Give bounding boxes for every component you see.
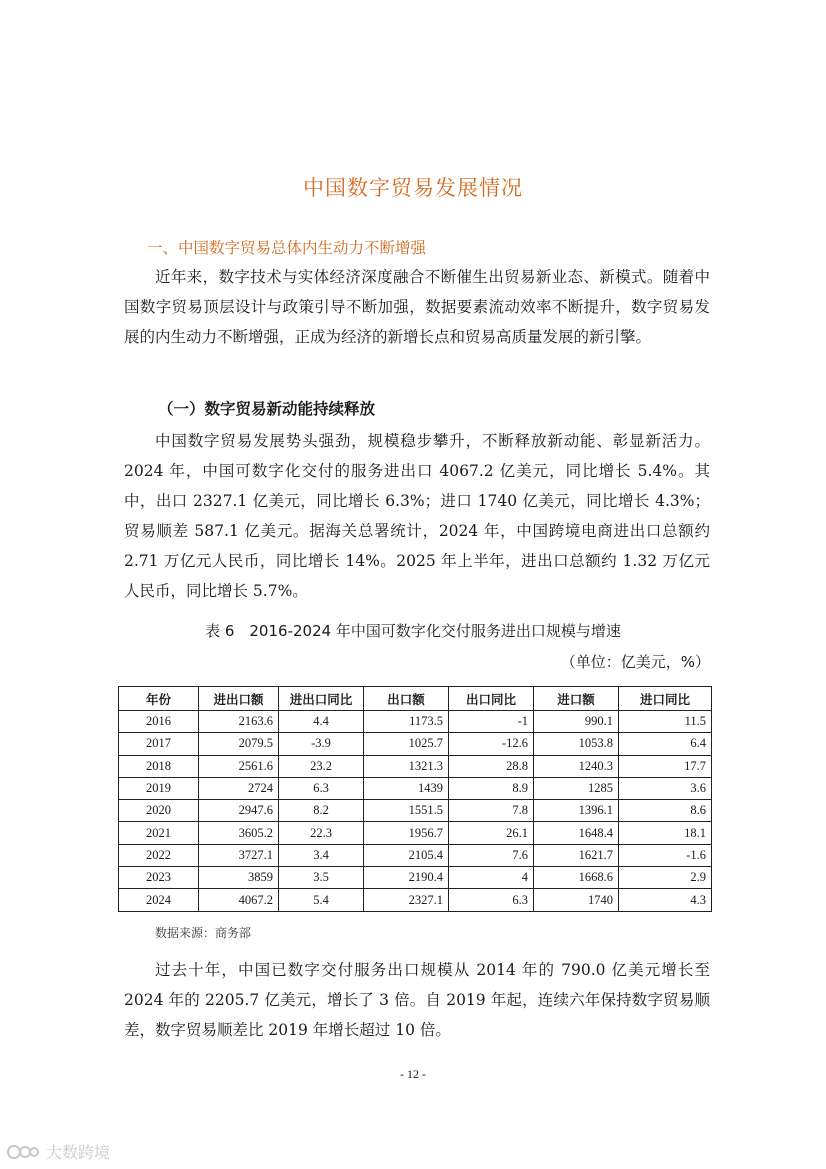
header-export-yoy: 出口同比: [449, 687, 534, 711]
cell-export: 1956.7: [364, 822, 449, 844]
watermark: [6, 1140, 110, 1163]
page-number: - 12 -: [400, 1067, 426, 1081]
cell-year: 2019: [119, 777, 199, 799]
cell-export-yoy: 4: [449, 867, 534, 889]
cell-total-yoy: 23.2: [279, 755, 364, 777]
closing-paragraph: 过去十年，中国已数字交付服务出口规模从 2014 年的 790.0 亿美元增长至 2024 年的 2205.7 亿美元，增长了 3 倍。自 2019 年起，连续六年保持数字贸易顺差，数字贸易顺差比 2019 年增长超过 10 倍。: [124, 961, 710, 1039]
body-paragraph: 中国数字贸易发展势头强劲，规模稳步攀升，不断释放新动能、彰显新活力。2024 年，中国可数字化交付的服务进出口 4067.2 亿美元，同比增长 5.4%。其中，出口 2327.1 亿美元，同比增长 6.3%；进口 1740 亿美元，同比增长 4.3%；贸易顺差 587.1 亿美元。据海关总署统计，2024 年，中国跨境电商进出口总额约 2.71 万亿元人民币，同比增长 14%。2025 年上半年，进出口总额约 1.32 万亿元人民币，同比增长 5.7%。: [124, 432, 710, 600]
cell-export-yoy: 26.1: [449, 822, 534, 844]
cell-total-yoy: 22.3: [279, 822, 364, 844]
page-title: 中国数字贸易发展情况: [303, 176, 523, 200]
header-export: 出口额: [364, 687, 449, 711]
cell-export: 1439: [364, 777, 449, 799]
cell-import: 1053.8: [534, 733, 619, 755]
table-unit: （单位：亿美元，%）: [560, 653, 710, 671]
header-total-yoy: 进出口同比: [279, 687, 364, 711]
cell-total-yoy: 5.4: [279, 889, 364, 911]
cell-total: 3605.2: [199, 822, 279, 844]
cell-import: 1396.1: [534, 800, 619, 822]
cell-export-yoy: -1: [449, 711, 534, 733]
cell-total: 2079.5: [199, 733, 279, 755]
cell-export: 2105.4: [364, 844, 449, 866]
cell-import-yoy: 6.4: [619, 733, 712, 755]
cell-import: 990.1: [534, 711, 619, 733]
header-import-yoy: 进口同比: [619, 687, 712, 711]
cell-export: 2327.1: [364, 889, 449, 911]
cell-total: 4067.2: [199, 889, 279, 911]
source-note: 数据来源：商务部: [155, 926, 252, 940]
cell-export: 2190.4: [364, 867, 449, 889]
table-caption: 表 6 2016-2024 年中国可数字化交付服务进出口规模与增速: [205, 622, 621, 640]
cell-import: 1240.3: [534, 755, 619, 777]
table-row: [119, 889, 712, 911]
cell-total-yoy: 6.3: [279, 777, 364, 799]
cell-total-yoy: 4.4: [279, 711, 364, 733]
cell-year: 2022: [119, 844, 199, 866]
header-import: 进口额: [534, 687, 619, 711]
table-row: [119, 733, 712, 755]
cell-export-yoy: 7.8: [449, 800, 534, 822]
cell-export-yoy: 28.8: [449, 755, 534, 777]
cell-export-yoy: 8.9: [449, 777, 534, 799]
subsection-heading: （一）数字贸易新动能持续释放: [158, 400, 376, 418]
cell-total: 2947.6: [199, 800, 279, 822]
cell-total: 3727.1: [199, 844, 279, 866]
cell-year: 2024: [119, 889, 199, 911]
cell-year: 2018: [119, 755, 199, 777]
cell-import-yoy: 3.6: [619, 777, 712, 799]
cell-import-yoy: 18.1: [619, 822, 712, 844]
cell-import-yoy: 2.9: [619, 867, 712, 889]
header-total: 进出口额: [199, 687, 279, 711]
cell-import: 1285: [534, 777, 619, 799]
table-row: [119, 755, 712, 777]
cell-total-yoy: 3.4: [279, 844, 364, 866]
cell-year: 2016: [119, 711, 199, 733]
cell-import: 1621.7: [534, 844, 619, 866]
cell-import-yoy: 8.6: [619, 800, 712, 822]
cell-import-yoy: 11.5: [619, 711, 712, 733]
cell-year: 2020: [119, 800, 199, 822]
cell-year: 2021: [119, 822, 199, 844]
header-year: 年份: [119, 687, 199, 711]
cell-import: 1668.6: [534, 867, 619, 889]
table-row: [119, 711, 712, 733]
table-row: [119, 867, 712, 889]
cell-total: 2724: [199, 777, 279, 799]
cell-total-yoy: -3.9: [279, 733, 364, 755]
cell-export: 1173.5: [364, 711, 449, 733]
cell-import: 1648.4: [534, 822, 619, 844]
cell-import: 1740: [534, 889, 619, 911]
trade-data-table: [118, 686, 712, 912]
cell-export-yoy: -12.6: [449, 733, 534, 755]
section-heading: 一、中国数字贸易总体内生动力不断增强: [147, 239, 427, 257]
cell-import-yoy: 4.3: [619, 889, 712, 911]
cell-total: 3859: [199, 867, 279, 889]
brand-logo-icon: [6, 1141, 40, 1163]
cell-total-yoy: 8.2: [279, 800, 364, 822]
cell-total-yoy: 3.5: [279, 867, 364, 889]
cell-total: 2561.6: [199, 755, 279, 777]
cell-export: 1551.5: [364, 800, 449, 822]
cell-export: 1025.7: [364, 733, 449, 755]
cell-total: 2163.6: [199, 711, 279, 733]
watermark-text: 大数跨境: [46, 1143, 111, 1162]
table-row: [119, 777, 712, 799]
cell-export: 1321.3: [364, 755, 449, 777]
intro-paragraph: 近年来，数字技术与实体经济深度融合不断催生出贸易新业态、新模式。随着中国数字贸易顶层设计与政策引导不断加强，数据要素流动效率不断提升，数字贸易发展的内生动力不断增强，正成为经济的新增长点和贸易高质量发展的新引擎。: [124, 268, 710, 346]
cell-export-yoy: 6.3: [449, 889, 534, 911]
cell-export-yoy: 7.6: [449, 844, 534, 866]
cell-year: 2023: [119, 867, 199, 889]
table-row: [119, 822, 712, 844]
cell-import-yoy: -1.6: [619, 844, 712, 866]
cell-year: 2017: [119, 733, 199, 755]
table-row: [119, 844, 712, 866]
table-row: [119, 800, 712, 822]
table-header-row: [119, 687, 712, 711]
cell-import-yoy: 17.7: [619, 755, 712, 777]
